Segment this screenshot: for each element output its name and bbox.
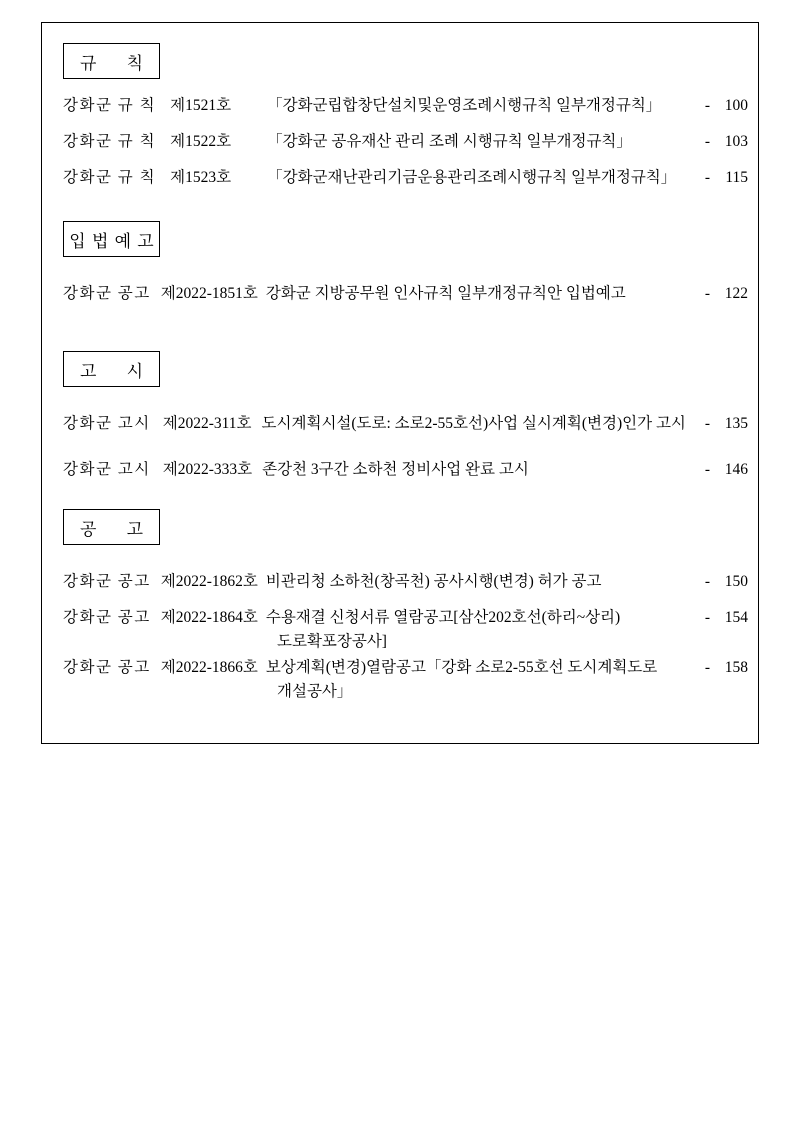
entry-dash: - xyxy=(704,609,710,626)
section-heading-announcement xyxy=(63,509,160,545)
entry-label: 강화군 고시 xyxy=(63,415,151,432)
entry-number: 제2022-1862호 xyxy=(160,573,258,590)
entry-number: 제1521호 xyxy=(170,97,232,114)
toc-entry[interactable] xyxy=(63,657,748,679)
entry-label: 강화군 규 칙 xyxy=(63,97,157,114)
entry-label: 강화군 공고 xyxy=(63,285,151,302)
entry-number: 제1522호 xyxy=(170,133,232,150)
toc-entry[interactable] xyxy=(63,571,748,593)
entry-continuation: 개설공사」 xyxy=(277,683,353,700)
entry-label: 강화군 공고 xyxy=(63,659,151,676)
entry-dash: - xyxy=(704,461,710,478)
toc-entry[interactable] xyxy=(63,607,748,629)
entry-number: 제2022-1851호 xyxy=(160,285,258,302)
entry-dash: - xyxy=(704,133,710,150)
entry-page-number: 100 xyxy=(724,97,748,114)
entry-dash: - xyxy=(704,285,710,302)
toc-entry[interactable] xyxy=(63,131,748,153)
entry-title: 수용재결 신청서류 열람공고[삼산202호선(하리~상리) xyxy=(265,609,621,626)
section-heading-public-notice xyxy=(63,351,160,387)
section-heading-public-notice-label: 고 시 xyxy=(79,361,157,381)
toc-entry[interactable] xyxy=(63,283,748,305)
entry-label: 강화군 고시 xyxy=(63,461,151,478)
entry-title: 「강화군재난관리기금운용관리조례시행규칙 일부개정규칙」 xyxy=(267,169,677,186)
entry-dash: - xyxy=(704,415,710,432)
entry-page-number: 150 xyxy=(724,573,748,590)
entry-label: 강화군 공고 xyxy=(63,609,151,626)
entry-number: 제1523호 xyxy=(170,169,232,186)
entry-dash: - xyxy=(704,573,710,590)
section-heading-rule xyxy=(63,43,160,79)
toc-entry[interactable] xyxy=(63,413,748,435)
entry-page-number: 146 xyxy=(724,461,748,478)
entry-label: 강화군 공고 xyxy=(63,573,151,590)
entry-label: 강화군 규 칙 xyxy=(63,133,157,150)
entry-number: 제2022-1864호 xyxy=(160,609,258,626)
entry-page-number: 115 xyxy=(725,169,748,186)
entry-dash: - xyxy=(704,659,710,676)
entry-title: 「강화군립합창단설치및운영조례시행규칙 일부개정규칙」 xyxy=(267,97,662,114)
entry-title: 도시계획시설(도로: 소로2-55호선)사업 실시계획(변경)인가 고시 xyxy=(261,415,686,432)
entry-dash: - xyxy=(704,97,710,114)
toc-entry[interactable] xyxy=(63,95,748,117)
section-heading-legislative-notice-label: 입 법 예 고 xyxy=(69,231,155,251)
entry-title: 비관리청 소하천(창곡천) 공사시행(변경) 허가 공고 xyxy=(265,573,602,590)
entry-title: 강화군 지방공무원 인사규칙 일부개정규칙안 입법예고 xyxy=(265,285,626,302)
entry-page-number: 122 xyxy=(724,285,748,302)
entry-title: 존강천 3구간 소하천 정비사업 완료 고시 xyxy=(262,461,529,478)
toc-entry[interactable] xyxy=(63,167,748,189)
entry-title: 보상계획(변경)열람공고「강화 소로2-55호선 도시계획도로 xyxy=(265,659,658,676)
table-of-contents-page xyxy=(41,22,759,744)
entry-number: 제2022-311호 xyxy=(162,415,252,432)
entry-label: 강화군 규 칙 xyxy=(63,169,157,186)
section-heading-announcement-label: 공 고 xyxy=(79,519,157,539)
entry-continuation: 도로확포장공사] xyxy=(277,633,387,650)
entry-number: 제2022-1866호 xyxy=(160,659,258,676)
toc-entry[interactable] xyxy=(63,459,748,481)
entry-title: 「강화군 공유재산 관리 조례 시행규칙 일부개정규칙」 xyxy=(267,133,632,150)
entry-page-number: 103 xyxy=(724,133,748,150)
entry-page-number: 135 xyxy=(724,415,748,432)
section-heading-rule-label: 규 칙 xyxy=(79,53,157,73)
entry-page-number: 158 xyxy=(724,659,748,676)
entry-page-number: 154 xyxy=(724,609,748,626)
section-heading-legislative-notice xyxy=(63,221,160,257)
entry-dash: - xyxy=(704,169,710,186)
entry-number: 제2022-333호 xyxy=(162,461,253,478)
toc-inner xyxy=(42,23,758,743)
